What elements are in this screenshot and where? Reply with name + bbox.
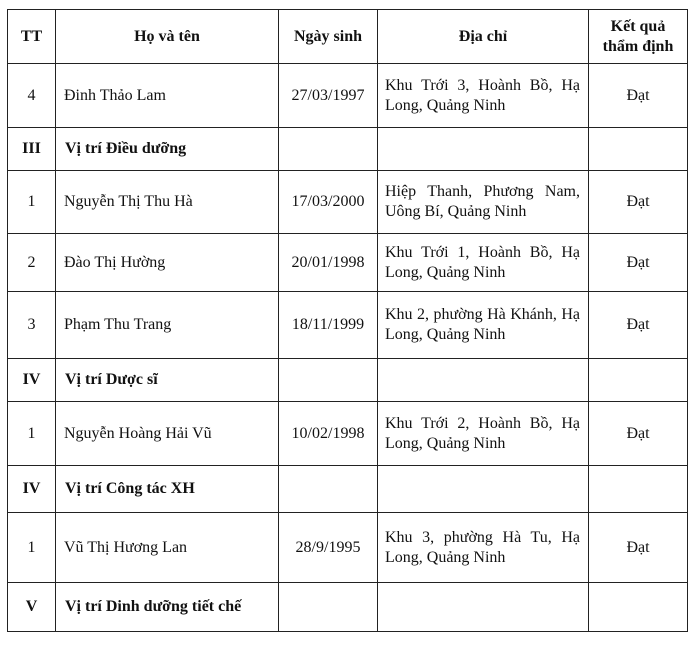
date-of-birth: 28/9/1995 bbox=[279, 513, 378, 583]
section-title: Vị trí Dược sĩ bbox=[56, 359, 279, 402]
section-number: IV bbox=[8, 466, 56, 513]
section-title: Vị trí Dinh dưỡng tiết chế bbox=[56, 583, 279, 632]
header-name: Họ và tên bbox=[56, 10, 279, 64]
evaluation-result: Đạt bbox=[589, 234, 688, 292]
row-number: 3 bbox=[8, 292, 56, 359]
header-tt: TT bbox=[8, 10, 56, 64]
full-name: Đinh Thảo Lam bbox=[56, 64, 279, 128]
empty-cell bbox=[378, 128, 589, 171]
row-number: 2 bbox=[8, 234, 56, 292]
section-row bbox=[8, 583, 688, 632]
evaluation-result: Đạt bbox=[589, 64, 688, 128]
evaluation-result: Đạt bbox=[589, 513, 688, 583]
section-title: Vị trí Công tác XH bbox=[56, 466, 279, 513]
date-of-birth: 10/02/1998 bbox=[279, 402, 378, 466]
empty-cell bbox=[589, 128, 688, 171]
table-row bbox=[8, 402, 688, 466]
empty-cell bbox=[279, 128, 378, 171]
document-page bbox=[7, 9, 688, 632]
full-name: Phạm Thu Trang bbox=[56, 292, 279, 359]
empty-cell bbox=[378, 583, 589, 632]
table-row bbox=[8, 64, 688, 128]
empty-cell bbox=[279, 466, 378, 513]
table-row bbox=[8, 234, 688, 292]
empty-cell bbox=[378, 466, 589, 513]
evaluation-result: Đạt bbox=[589, 402, 688, 466]
empty-cell bbox=[279, 359, 378, 402]
row-number: 1 bbox=[8, 402, 56, 466]
row-number: 1 bbox=[8, 171, 56, 234]
empty-cell bbox=[589, 466, 688, 513]
address: Khu Trới 2, Hoành Bồ, Hạ Long, Quảng Ninh bbox=[378, 402, 589, 466]
empty-cell bbox=[378, 359, 589, 402]
full-name: Nguyễn Thị Thu Hà bbox=[56, 171, 279, 234]
section-title: Vị trí Điều dưỡng bbox=[56, 128, 279, 171]
empty-cell bbox=[589, 583, 688, 632]
header-result-line2: thẩm định bbox=[602, 37, 674, 55]
full-name: Đào Thị Hường bbox=[56, 234, 279, 292]
table-row bbox=[8, 171, 688, 234]
evaluation-result: Đạt bbox=[589, 171, 688, 234]
empty-cell bbox=[589, 359, 688, 402]
address: Hiệp Thanh, Phương Nam, Uông Bí, Quảng Ninh bbox=[378, 171, 589, 234]
row-number: 4 bbox=[8, 64, 56, 128]
address: Khu Trới 3, Hoành Bồ, Hạ Long, Quảng Ninh bbox=[378, 64, 589, 128]
table-row bbox=[8, 292, 688, 359]
empty-cell bbox=[279, 583, 378, 632]
section-row bbox=[8, 466, 688, 513]
date-of-birth: 20/01/1998 bbox=[279, 234, 378, 292]
date-of-birth: 17/03/2000 bbox=[279, 171, 378, 234]
candidate-table bbox=[7, 9, 688, 632]
full-name: Nguyễn Hoàng Hải Vũ bbox=[56, 402, 279, 466]
header-row bbox=[8, 10, 688, 64]
section-number: III bbox=[8, 128, 56, 171]
evaluation-result: Đạt bbox=[589, 292, 688, 359]
header-dob: Ngày sinh bbox=[279, 10, 378, 64]
section-number: IV bbox=[8, 359, 56, 402]
address: Khu 3, phường Hà Tu, Hạ Long, Quảng Ninh bbox=[378, 513, 589, 583]
header-result-line1: Kết quả bbox=[610, 17, 666, 35]
table-row bbox=[8, 513, 688, 583]
date-of-birth: 18/11/1999 bbox=[279, 292, 378, 359]
address: Khu Trới 1, Hoành Bồ, Hạ Long, Quảng Ninh bbox=[378, 234, 589, 292]
section-number: V bbox=[8, 583, 56, 632]
header-result bbox=[589, 10, 688, 64]
full-name: Vũ Thị Hương Lan bbox=[56, 513, 279, 583]
address: Khu 2, phường Hà Khánh, Hạ Long, Quảng Ninh bbox=[378, 292, 589, 359]
header-address: Địa chỉ bbox=[378, 10, 589, 64]
table-body bbox=[8, 64, 688, 632]
row-number: 1 bbox=[8, 513, 56, 583]
section-row bbox=[8, 359, 688, 402]
date-of-birth: 27/03/1997 bbox=[279, 64, 378, 128]
section-row bbox=[8, 128, 688, 171]
